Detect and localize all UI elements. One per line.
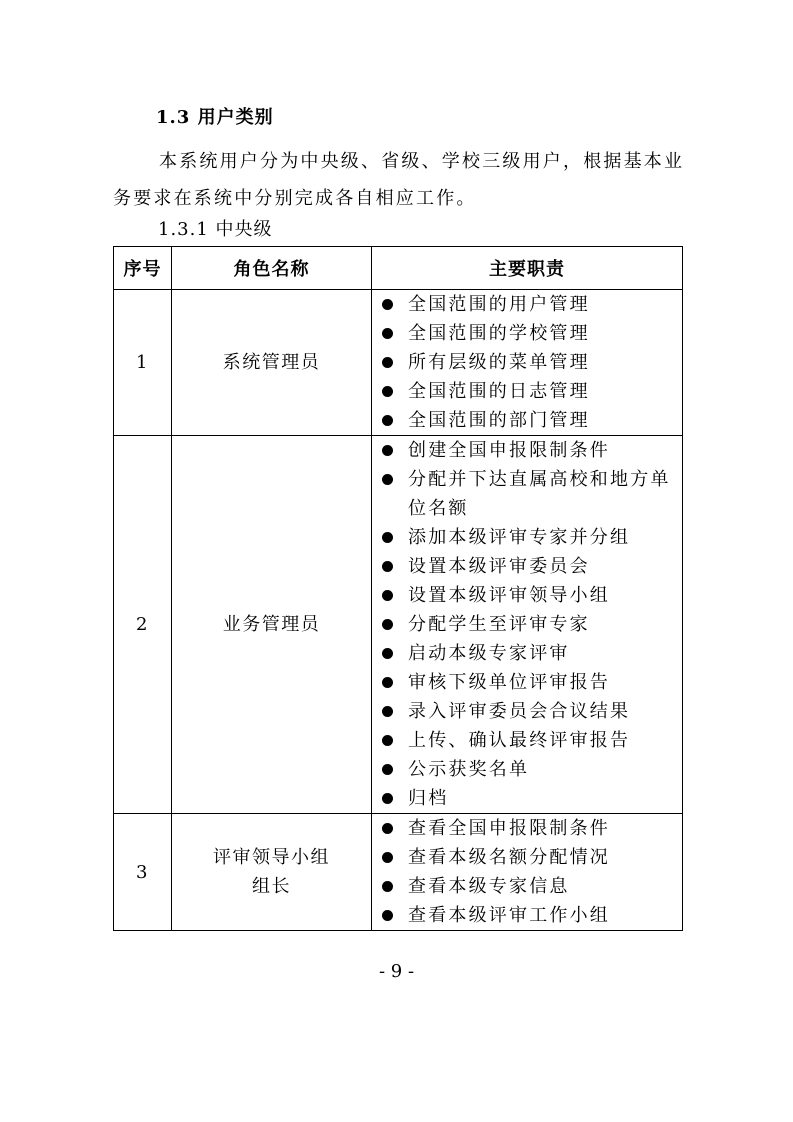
table-row (114, 290, 683, 436)
list-item (372, 552, 682, 581)
table-header-row (114, 247, 683, 290)
list-item (372, 348, 682, 377)
bullet-icon (382, 590, 393, 601)
bullet-icon (382, 881, 393, 892)
list-item (372, 668, 682, 697)
intro-paragraph: 本系统用户分为中央级、省级、学校三级用户，根据基本业务要求在系统中分别完成各自相应工作。 (113, 151, 685, 209)
bullet-icon (382, 386, 393, 397)
bullet-icon (382, 357, 393, 368)
list-item (372, 901, 682, 930)
list-item (372, 872, 682, 901)
duty-text: 全国范围的部门管理 (408, 410, 590, 431)
duty-text: 上传、确认最终评审报告 (408, 730, 631, 751)
role-name (172, 290, 372, 436)
duty-cell (372, 814, 683, 931)
list-item (372, 377, 682, 406)
list-item (372, 436, 682, 465)
list-item (372, 319, 682, 348)
duty-cell (372, 290, 683, 436)
bullet-icon (382, 852, 393, 863)
duty-text: 启动本级专家评审 (408, 643, 570, 664)
roles-table (113, 246, 683, 931)
header-no: 序号 (114, 247, 172, 290)
row-number: 1 (114, 290, 172, 436)
bullet-icon (382, 793, 393, 804)
bullet-icon (382, 648, 393, 659)
duty-text: 所有层级的菜单管理 (408, 352, 590, 373)
bullet-icon (382, 677, 393, 688)
duty-text: 创建全国申报限制条件 (408, 440, 610, 461)
bullet-icon (382, 735, 393, 746)
table-row (114, 436, 683, 814)
list-item (372, 639, 682, 668)
duty-text: 查看全国申报限制条件 (408, 818, 610, 839)
bullet-icon (382, 561, 393, 572)
bullet-icon (382, 910, 393, 921)
bullet-icon (382, 328, 393, 339)
duty-list (372, 290, 682, 435)
bullet-icon (382, 532, 393, 543)
bullet-icon (382, 823, 393, 834)
list-item (372, 697, 682, 726)
list-item (372, 465, 682, 523)
bullet-icon (382, 706, 393, 717)
row-number: 2 (114, 436, 172, 814)
bullet-icon (382, 474, 393, 485)
list-item (372, 523, 682, 552)
duty-text: 分配学生至评审专家 (408, 614, 590, 635)
duty-list (372, 814, 682, 930)
role-name-line: 系统管理员 (222, 352, 321, 373)
list-item (372, 784, 682, 813)
duty-text: 全国范围的学校管理 (408, 323, 590, 344)
duty-cell (372, 436, 683, 814)
list-item (372, 755, 682, 784)
role-name (172, 436, 372, 814)
duty-text: 设置本级评审领导小组 (408, 585, 610, 606)
list-item (372, 581, 682, 610)
role-name-line: 业务管理员 (222, 614, 321, 635)
duty-text: 录入评审委员会合议结果 (408, 701, 631, 722)
bullet-icon (382, 445, 393, 456)
header-role: 角色名称 (172, 247, 372, 290)
duty-text: 分配并下达直属高校和地方单位名额 (408, 469, 671, 519)
section-title: 1.3 用户类别 (156, 107, 274, 128)
header-duties: 主要职责 (372, 247, 683, 290)
list-item (372, 726, 682, 755)
bullet-icon (382, 619, 393, 630)
duty-list (372, 436, 682, 813)
table-row (114, 814, 683, 931)
bullet-icon (382, 764, 393, 775)
list-item (372, 843, 682, 872)
duty-text: 查看本级评审工作小组 (408, 905, 610, 926)
subsection-title: 1.3.1 中央级 (158, 219, 273, 240)
list-item (372, 814, 682, 843)
list-item (372, 290, 682, 319)
duty-text: 全国范围的日志管理 (408, 381, 590, 402)
duty-text: 设置本级评审委员会 (408, 556, 590, 577)
duty-text: 归档 (408, 788, 449, 809)
list-item (372, 406, 682, 435)
role-name-line: 组长 (252, 876, 291, 897)
duty-text: 查看本级专家信息 (408, 876, 570, 897)
duty-text: 公示获奖名单 (408, 759, 530, 780)
role-name (172, 814, 372, 931)
page-number: - 9 - (378, 961, 415, 982)
role-name-line: 评审领导小组 (213, 847, 330, 868)
duty-text: 查看本级名额分配情况 (408, 847, 610, 868)
list-item (372, 610, 682, 639)
duty-text: 全国范围的用户管理 (408, 294, 590, 315)
bullet-icon (382, 415, 393, 426)
row-number: 3 (114, 814, 172, 931)
bullet-icon (382, 299, 393, 310)
duty-text: 添加本级评审专家并分组 (408, 527, 631, 548)
duty-text: 审核下级单位评审报告 (408, 672, 610, 693)
